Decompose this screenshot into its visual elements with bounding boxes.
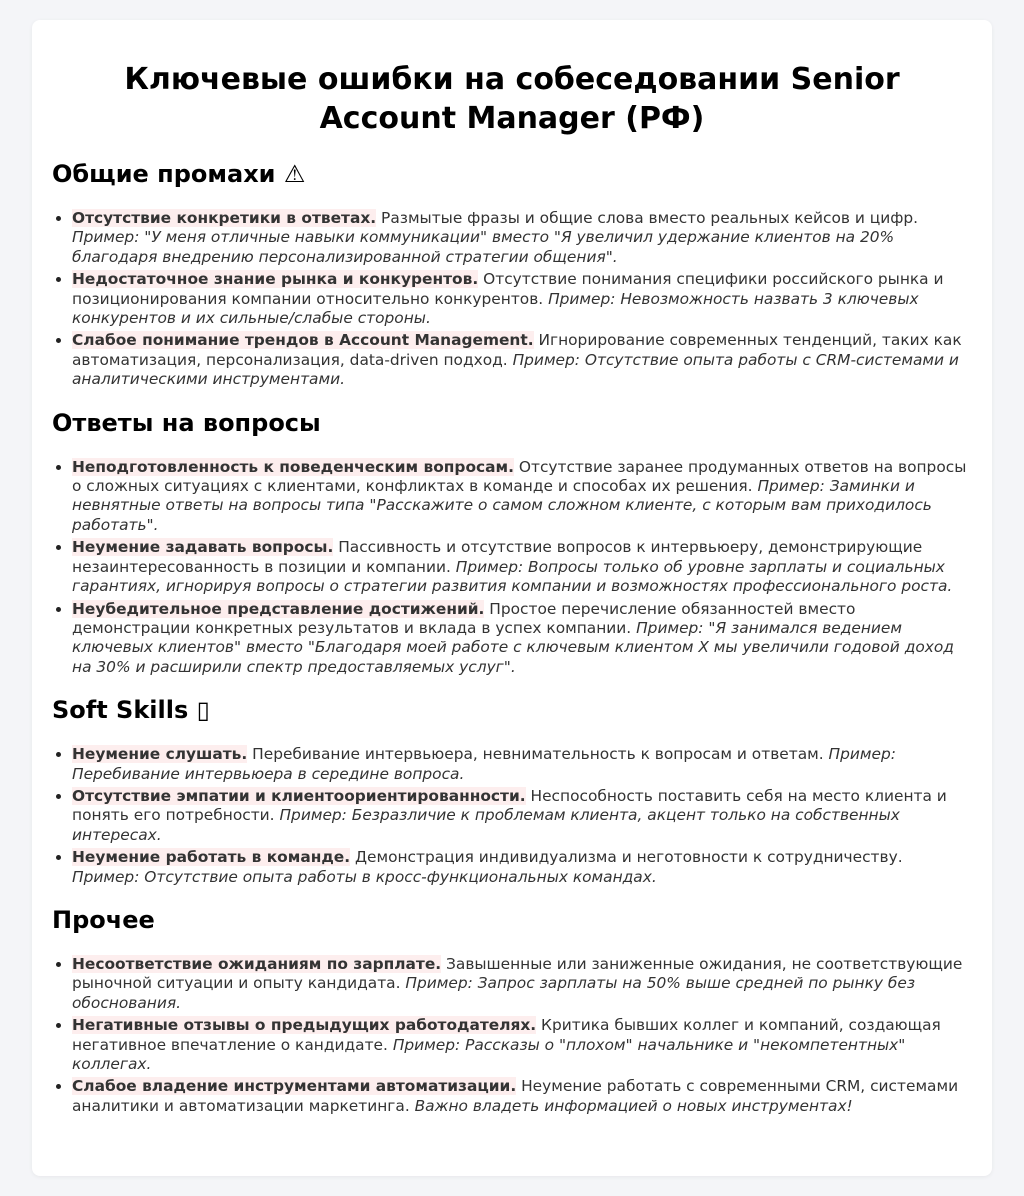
mistakes-list (52, 955, 972, 1116)
item-example: Пример: Перебивание интервьюера в середине вопроса. (72, 745, 896, 783)
section-other (52, 904, 972, 1116)
list-item (72, 600, 972, 678)
item-example: Пример: Отсутствие опыта работы с CRM-системами и аналитическими инструментами. (72, 350, 959, 389)
item-term: Отсутствие эмпатии и клиентоориентированности. (72, 786, 526, 805)
item-example: Пример: Безразличие к проблемам клиента, акцент только на собственных интересах. (72, 806, 900, 844)
document-card (32, 20, 992, 1176)
item-example: Пример: Рассказы о "плохом" начальнике и "некомпетентных" коллегах. (72, 1035, 906, 1073)
section-soft-skills (52, 694, 972, 887)
item-example: Пример: Невозможность назвать 3 ключевых конкурентов и их сильные/слабые стороны. (72, 289, 919, 328)
section-heading (52, 158, 972, 190)
list-item (72, 745, 972, 784)
item-term: Недостаточное знание рынка и конкурентов. (72, 270, 479, 289)
list-item (72, 787, 972, 845)
item-description: Неумение работать с современными CRM, системами аналитики и автоматизации маркетинга. (72, 1077, 959, 1115)
item-term: Неподготовленность к поведенческим вопросам. (72, 457, 514, 476)
item-example: Пример: Вопросы только об уровне зарплаты и социальных гарантиях, игнорируя вопросы о стратегии развития компании и возможностях профессионального роста. (72, 557, 953, 596)
item-term: Несоответствие ожиданиям по зарплате. (72, 954, 442, 973)
section-heading-text: Ответы на вопросы (52, 408, 321, 437)
item-term: Слабое владение инструментами автоматизации. (72, 1077, 517, 1096)
item-description: Демонстрация индивидуализма и неготовности к сотрудничеству. (354, 848, 903, 867)
item-description: Перебивание интервьюера, невнимательность к вопросам и ответам. (252, 745, 824, 764)
item-example: Пример: Запрос зарплаты на 50% выше средней по рынку без обоснования. (72, 974, 916, 1012)
item-term: Неумение задавать вопросы. (72, 538, 334, 557)
warning-icon: ⚠ (283, 160, 306, 188)
section-heading (52, 904, 972, 936)
item-description: Критика бывших коллег и компаний, создающая негативное впечатление о кандидате. (72, 1016, 941, 1054)
item-description: Отсутствие понимания специфики российского рынка и позиционирования компании относительно конкурентов. (72, 270, 944, 308)
list-item (72, 538, 972, 596)
mistakes-list (52, 458, 972, 677)
item-example: Пример: "У меня отличные навыки коммуникации" вместо "Я увеличил удержание клиентов на 20% благодаря внедрению персонализированной стратегии общения". (72, 228, 895, 266)
mistakes-list (52, 745, 972, 887)
list-item (72, 270, 972, 328)
item-term: Неубедительное представление достижений. (72, 599, 485, 618)
item-example: Пример: "Я занимался ведением ключевых клиентов" вместо "Благодаря моей работе с ключевым клиентом X мы увеличили годовой доход на 30% и расширили спектр предоставляемых услуг". (72, 618, 954, 676)
item-description: Завышенные или заниженные ожидания, не соответствующие рыночной ситуации и опыту кандидата. (72, 954, 963, 993)
item-description: Размытые фразы и общие слова вместо реальных кейсов и цифр. (381, 209, 919, 227)
list-item (72, 1016, 972, 1074)
list-item (72, 955, 972, 1013)
list-item (72, 848, 972, 887)
item-term: Слабое понимание трендов в Account Management. (72, 331, 534, 350)
list-item (72, 1077, 972, 1116)
list-item (72, 458, 972, 536)
section-heading (52, 407, 972, 439)
item-description: Простое перечисление обязанностей вместо демонстрации конкретных результатов и вклада в успех компании. (72, 599, 856, 637)
item-description: Игнорирование современных тенденций, таких как автоматизация, персонализация, data-driven подход. (72, 331, 962, 369)
item-example: Пример: Заминки и невнятные ответы на вопросы типа "Расскажите о самом сложном клиенте, с которым вам приходилось работать". (72, 477, 932, 534)
item-description: Пассивность и отсутствие вопросов к интервьюеру, демонстрирующие незаинтересованность в позиции и компании. (72, 538, 923, 576)
section-heading (52, 694, 972, 726)
item-term: Негативные отзывы о предыдущих работодателях. (72, 1016, 537, 1035)
list-item (72, 331, 972, 389)
section-general-mistakes (52, 158, 972, 390)
item-example: Важно владеть информацией о новых инструментах! (414, 1096, 853, 1115)
section-heading-text: Прочее (52, 905, 155, 934)
list-item (72, 209, 972, 267)
item-example: Пример: Отсутствие опыта работы в кросс-функциональных командах. (72, 867, 657, 886)
item-term: Неумение слушать. (72, 745, 248, 764)
item-description: Отсутствие заранее продуманных ответов на вопросы о сложных ситуациях с клиентами, конфликтах в команде и способах их решения. (72, 457, 967, 496)
section-heading-text: Общие промахи (52, 160, 276, 188)
missing-glyph-icon: ▯ (196, 696, 210, 725)
item-description: Неспособность поставить себя на место клиента и понять его потребности. (72, 786, 947, 825)
item-term: Отсутствие конкретики в ответах. (72, 209, 377, 227)
mistakes-list (52, 209, 972, 390)
section-answers (52, 407, 972, 677)
item-term: Неумение работать в команде. (72, 848, 351, 867)
section-heading-text: Soft Skills (52, 696, 189, 725)
page-title: Ключевые ошибки на собеседовании Senior Account Manager (РФ) (124, 62, 900, 136)
